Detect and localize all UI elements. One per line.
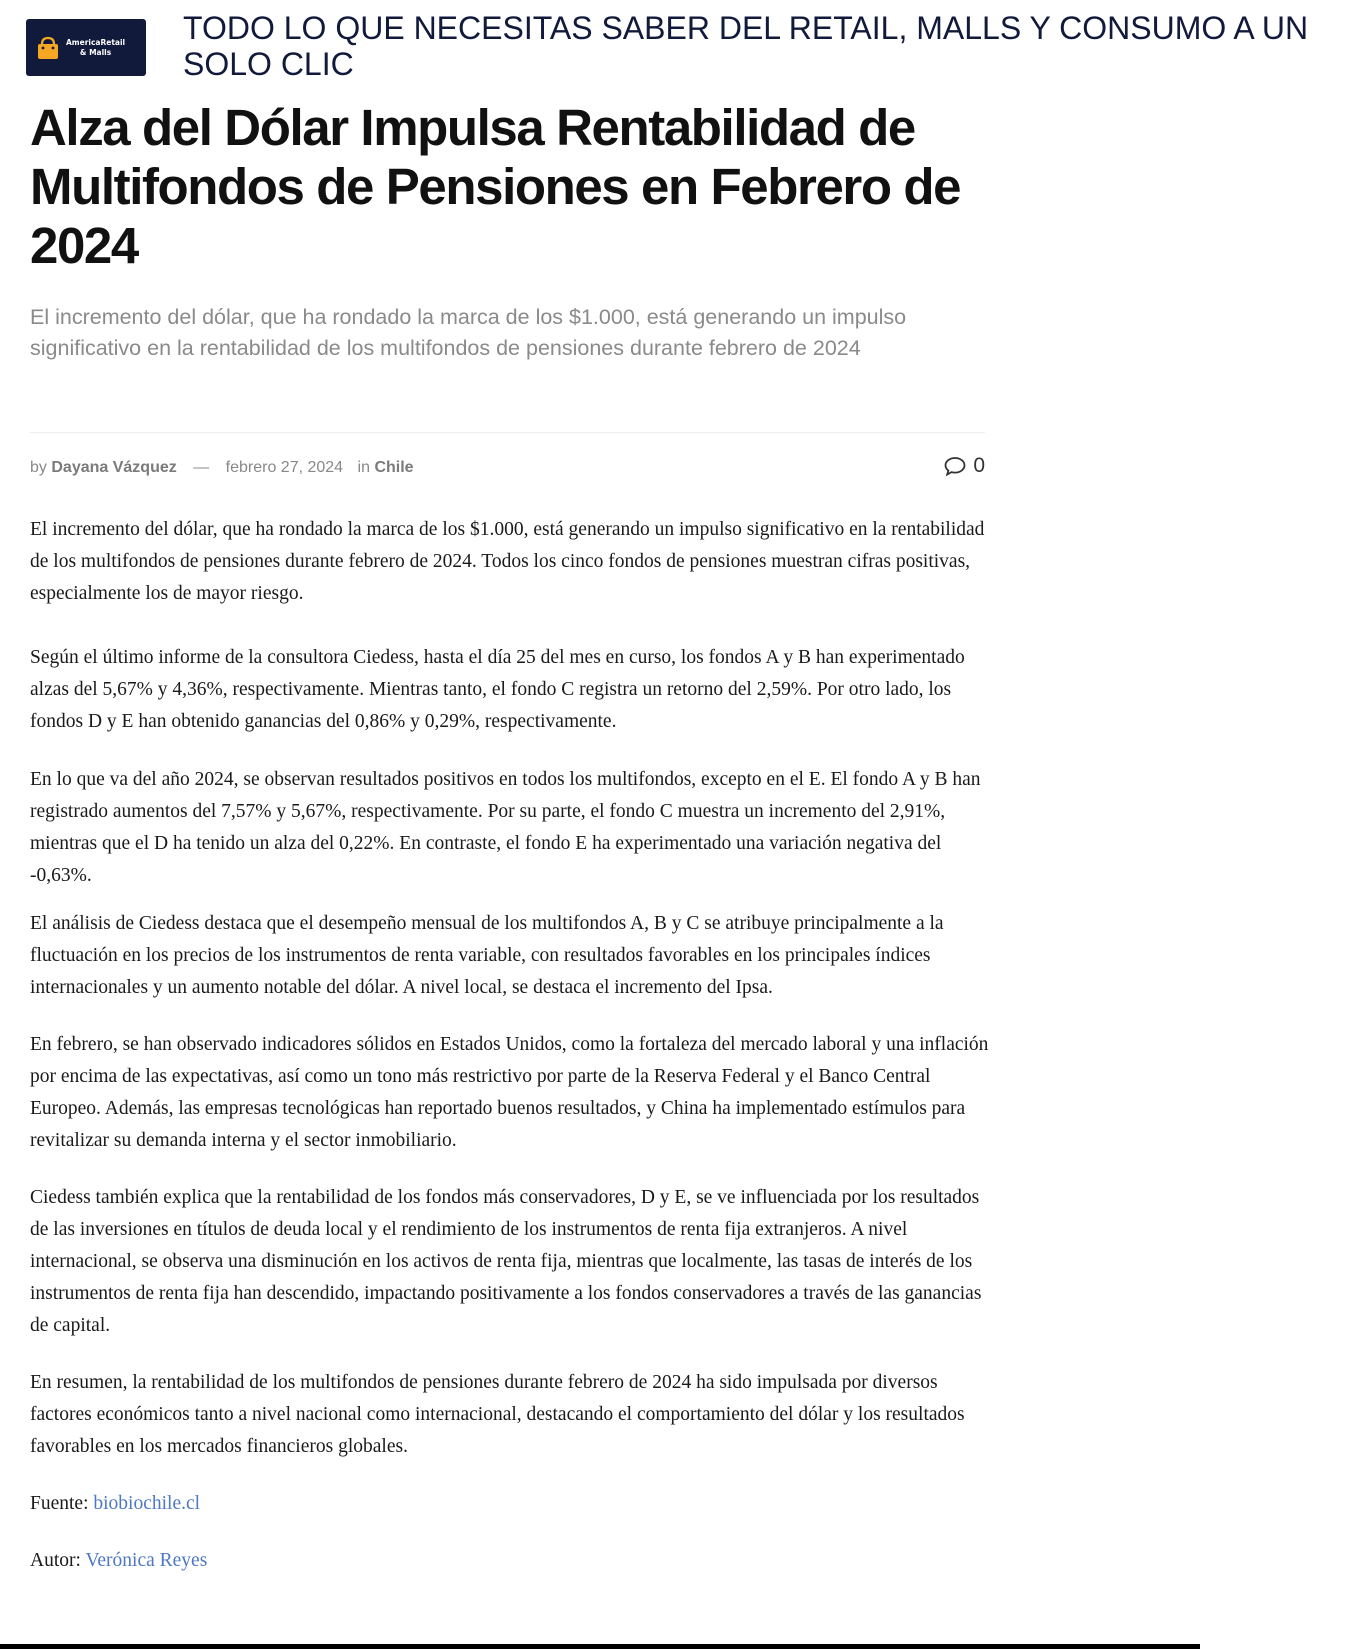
meta-divider: [30, 432, 985, 433]
source-link[interactable]: biobiochile.cl: [93, 1493, 201, 1514]
article-paragraph: En resumen, la rentabilidad de los multifondos de pensiones durante febrero de 2024 ha sido impulsada por diversos factores económicos tanto a nivel nacional como internacional, destacando el comportamiento del dólar y los resultados favorables en los mercados financieros globales.: [30, 1372, 965, 1457]
article-paragraph: El incremento del dólar, que ha rondado la marca de los $1.000, está generando un impulso significativo en la rentabilidad de los multifondos de pensiones durante febrero de 2024. Todos los cinco fondos de pensiones muestran cifras positivas, especialmente los de mayor riesgo.: [30, 519, 985, 604]
article-title: Alza del Dólar Impulsa Rentabilidad de Multifondos de Pensiones en Febrero de 2024: [30, 99, 961, 274]
author-link[interactable]: Dayana Vázquez: [51, 459, 177, 476]
logo-text-line1: AmericaRetail: [66, 37, 126, 47]
site-header: [0, 0, 1366, 90]
article-meta: [30, 454, 985, 479]
logo-wordmark: [66, 38, 125, 58]
publish-date: febrero 27, 2024: [225, 459, 344, 476]
article-paragraph: En febrero, se han observado indicadores sólidos en Estados Unidos, como la fortaleza del mercado laboral y una inflación por encima de las expectativas, así como un tono más restrictivo por parte de la Reserva Federal y el Banco Central Europeo. Además, las empresas tecnológicas han reportado buenos resultados, y China ha implementado estímulos para revitalizar su demanda interna y el sector inmobiliario.: [30, 1034, 989, 1151]
author-credit-link[interactable]: Verónica Reyes: [85, 1550, 208, 1571]
source-label: Fuente:: [30, 1493, 89, 1514]
meta-separator: —: [193, 459, 210, 476]
article-paragraph: Ciedess también explica que la rentabilidad de los fondos más conservadores, D y E, se ve influenciada por los resultados de las inversiones en títulos de deuda local y el rendimiento de los instrumentos de renta fija extranjeros. A nivel internacional, se observa una disminución en los activos de renta fija, mientras que localmente, las tasas de interés de los instrumentos de renta fija han descendido, impactando positivamente a los fondos conservadores a través de las ganancias de capital.: [30, 1187, 982, 1336]
article-body: [30, 514, 990, 1577]
comment-bubble-icon: [943, 455, 967, 477]
site-tagline: TODO LO QUE NECESITAS SABER DEL RETAIL, MALLS Y CONSUMO A UN SOLO CLIC: [183, 10, 1309, 82]
author-label: Autor:: [30, 1550, 81, 1571]
shopping-bag-icon: [34, 34, 62, 62]
comments-link[interactable]: [943, 455, 985, 477]
source-line: [30, 1488, 990, 1520]
logo-text-line2: & Malls: [79, 47, 112, 57]
bottom-bar: [0, 1644, 1200, 1649]
comment-count: 0: [973, 454, 985, 477]
by-label: by: [30, 459, 47, 476]
article-subtitle: El incremento del dólar, que ha rondado la marca de los $1.000, está generando un impulso significativo en la rentabilidad de los multifondos de pensiones durante febrero de 2024: [30, 305, 907, 360]
article-paragraph: El análisis de Ciedess destaca que el desempeño mensual de los multifondos A, B y C se atribuye principalmente a la fluctuación en los precios de los instrumentos de renta variable, con resultados favorables en los principales índices internacionales y un aumento notable del dólar. A nivel local, se destaca el incremento del Ipsa.: [30, 913, 944, 998]
article-paragraph: En lo que va del año 2024, se observan resultados positivos en todos los multifondos, excepto en el E. El fondo A y B han registrado aumentos del 7,57% y 5,67%, respectivamente. Por su parte, el fondo C muestra un incremento del 2,91%, mientras que el D ha tenido un alza del 0,22%. En contraste, el fondo E ha experimentado una variación negativa del -0,63%.: [30, 769, 981, 886]
author-line: [30, 1545, 990, 1577]
in-label: in: [357, 459, 370, 476]
site-logo[interactable]: [26, 19, 146, 76]
article-paragraph: Según el último informe de la consultora Ciedess, hasta el día 25 del mes en curso, los fondos A y B han experimentado alzas del 5,67% y 4,36%, respectivamente. Mientras tanto, el fondo C registra un retorno del 2,59%. Por otro lado, los fondos D y E han obtenido ganancias del 0,86% y 0,29%, respectivamente.: [30, 647, 965, 732]
category-link[interactable]: Chile: [374, 459, 414, 476]
